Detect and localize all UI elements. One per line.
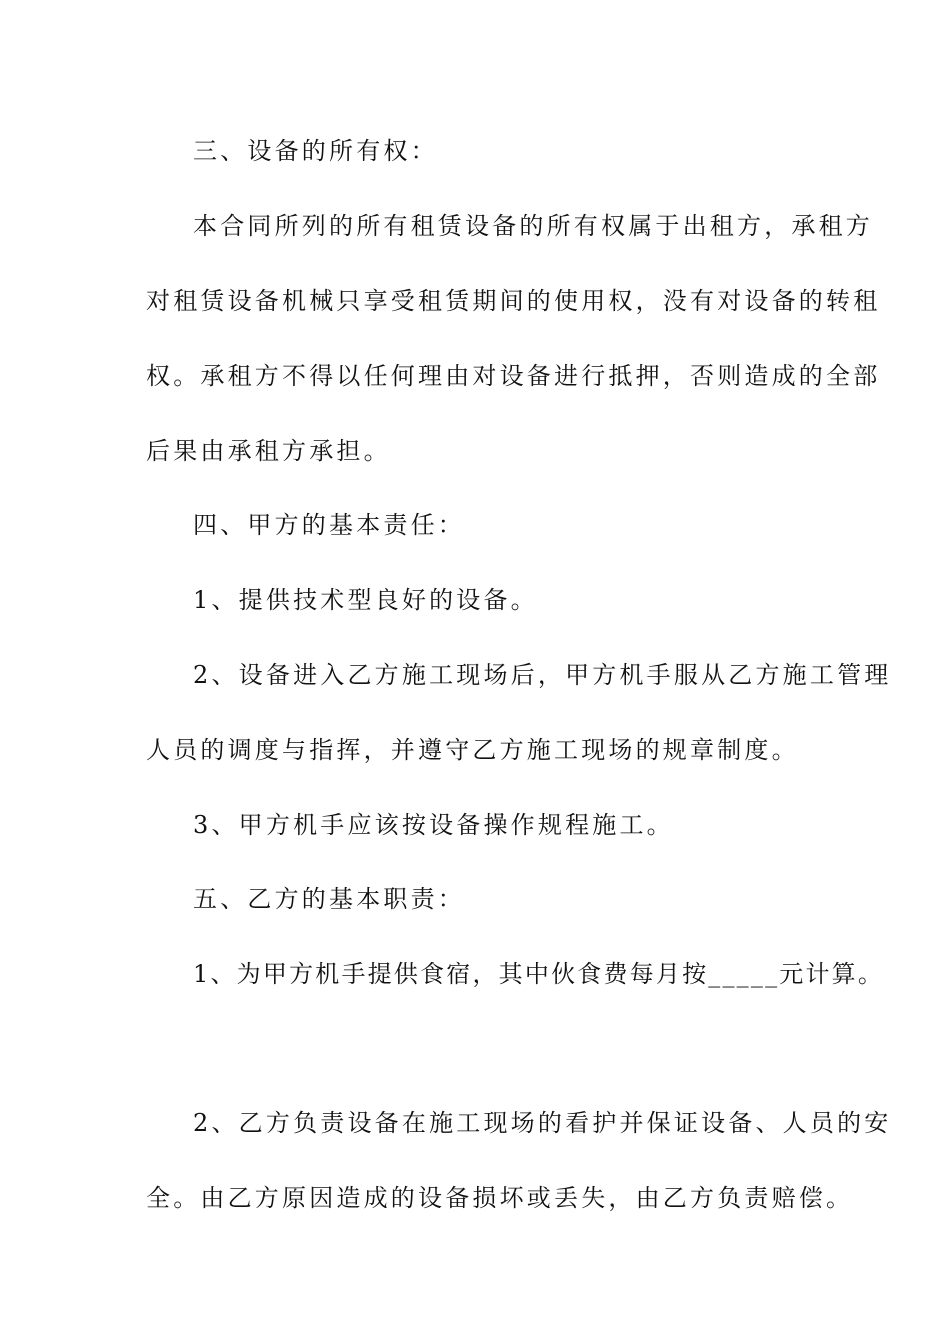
list-item: 1、提供技术型良好的设备。 (193, 586, 538, 614)
paragraph-line: 本合同所列的所有租赁设备的所有权属于出租方，承租方 (193, 212, 873, 240)
list-item: 2、设备进入乙方施工现场后，甲方机手服从乙方施工管理 (193, 661, 892, 689)
paragraph-line: 权。承租方不得以任何理由对设备进行抵押，否则造成的全部 (146, 362, 881, 390)
list-item: 3、甲方机手应该按设备操作规程施工。 (193, 811, 674, 839)
list-item: 2、乙方负责设备在施工现场的看护并保证设备、人员的安 (193, 1109, 892, 1137)
section-heading-party-a: 四、甲方的基本责任： (193, 511, 465, 539)
paragraph-line: 后果由承租方承担。 (146, 437, 391, 465)
paragraph-line: 人员的调度与指挥，并遵守乙方施工现场的规章制度。 (146, 736, 799, 764)
list-item: 1、为甲方机手提供食宿，其中伙食费每月按_____元计算。 (193, 960, 885, 988)
section-heading-ownership: 三、设备的所有权： (193, 137, 438, 165)
paragraph-line: 全。由乙方原因造成的设备损坏或丢失，由乙方负责赔偿。 (146, 1184, 854, 1212)
section-heading-party-b: 五、乙方的基本职责： (193, 885, 465, 913)
paragraph-line: 对租赁设备机械只享受租赁期间的使用权，没有对设备的转租 (146, 287, 881, 315)
